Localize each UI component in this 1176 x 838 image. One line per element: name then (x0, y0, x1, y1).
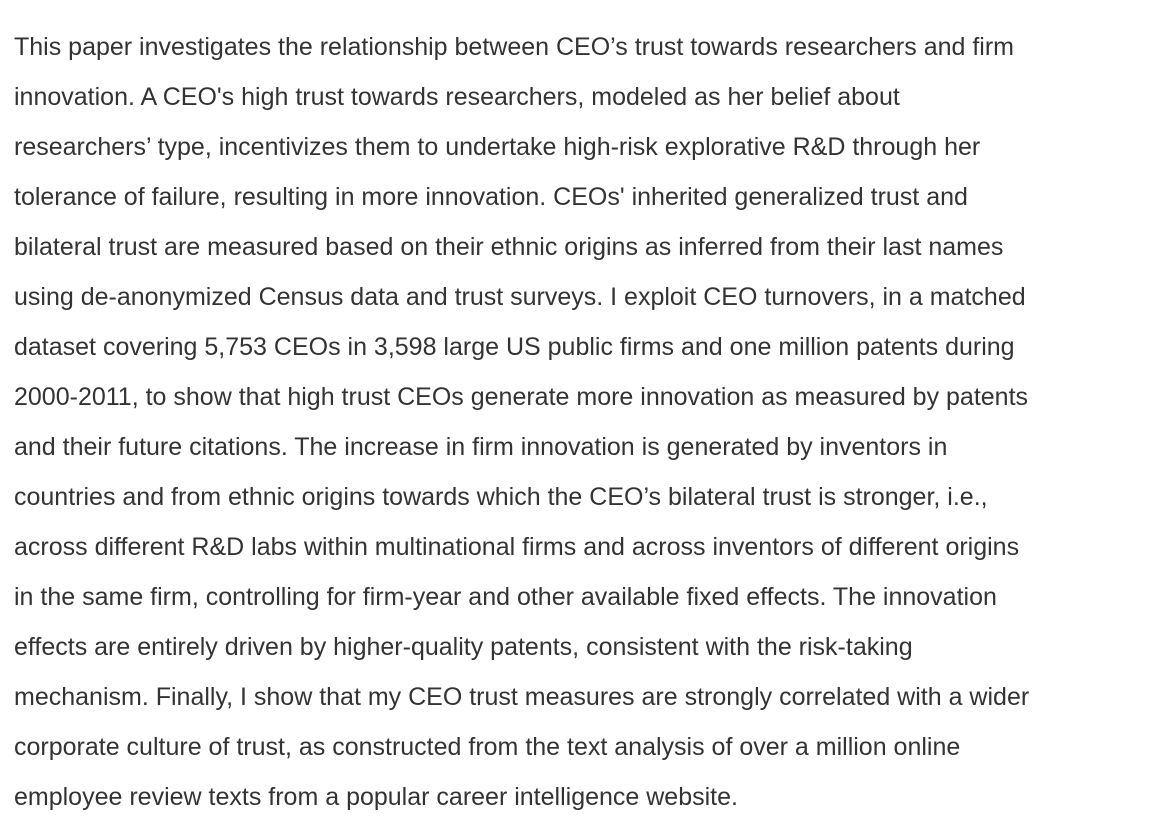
abstract-line: using de-anonymized Census data and trust surveys. I exploit CEO turnovers, in a matched (14, 283, 1026, 311)
abstract-line: innovation. A CEO's high trust towards researchers, modeled as her belief about (14, 83, 900, 111)
abstract-line: This paper investigates the relationship between CEO’s trust towards researchers and firm (14, 33, 1015, 61)
abstract-paragraph (14, 22, 1029, 822)
abstract-line: mechanism. Finally, I show that my CEO trust measures are strongly correlated with a wider (14, 683, 1030, 711)
abstract-line: corporate culture of trust, as constructed from the text analysis of over a million online (14, 733, 961, 761)
abstract-line: effects are entirely driven by higher-quality patents, consistent with the risk-taking (14, 633, 913, 661)
abstract-line: researchers’ type, incentivizes them to undertake high-risk explorative R&D through her (14, 133, 981, 161)
abstract-line: tolerance of failure, resulting in more innovation. CEOs' inherited generalized trust and (14, 183, 968, 211)
abstract-line: in the same firm, controlling for firm-year and other available fixed effects. The innovation (14, 583, 997, 611)
abstract-line: 2000-2011, to show that high trust CEOs generate more innovation as measured by patents (14, 383, 1029, 411)
abstract-line: employee review texts from a popular career intelligence website. (14, 783, 738, 811)
abstract-line: countries and from ethnic origins towards which the CEO’s bilateral trust is stronger, i.e., (14, 483, 988, 511)
abstract-line: dataset covering 5,753 CEOs in 3,598 large US public firms and one million patents during (14, 333, 1015, 361)
abstract-line: across different R&D labs within multinational firms and across inventors of different origins (14, 533, 1020, 561)
abstract-line: and their future citations. The increase in firm innovation is generated by inventors in (14, 433, 948, 461)
abstract-line: bilateral trust are measured based on their ethnic origins as inferred from their last names (14, 233, 1004, 261)
